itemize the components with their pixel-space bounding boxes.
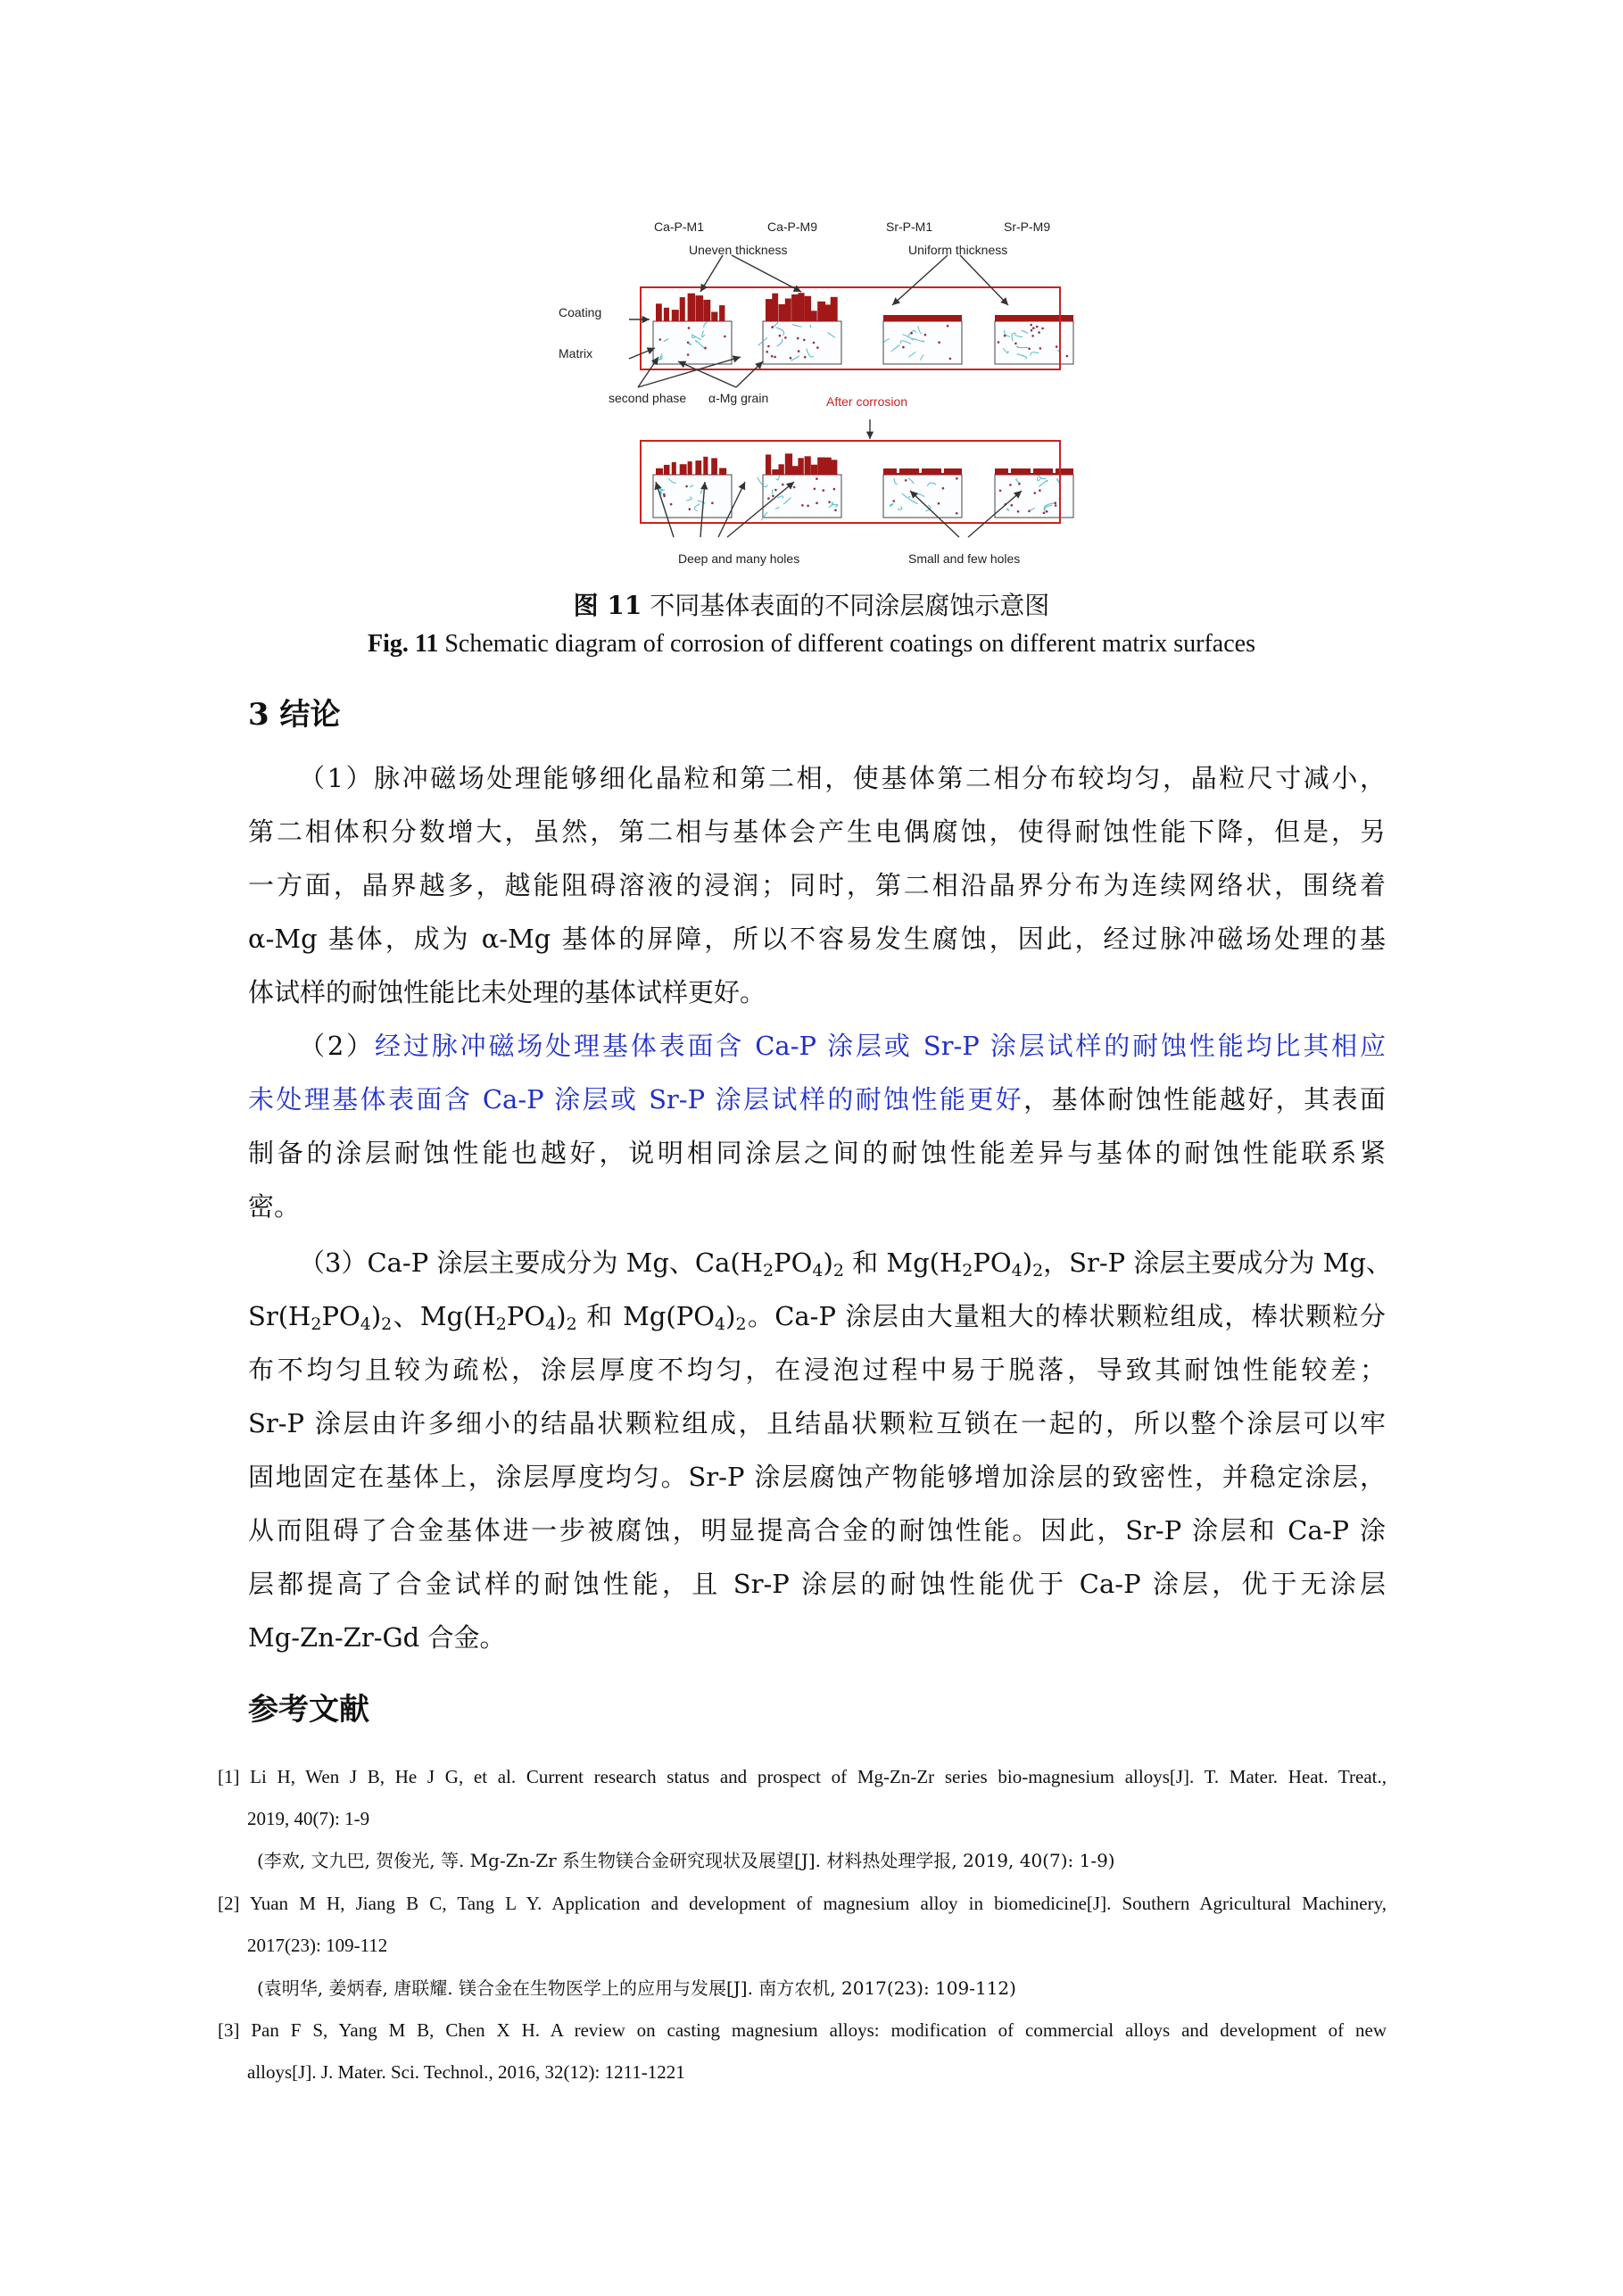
small-hole [1053, 468, 1056, 473]
p3-l1-c: ) [823, 1247, 833, 1278]
figure-caption-cn [0, 586, 1623, 622]
p3-l1-b: PO [774, 1247, 813, 1278]
reference-3-line-1: [3] Pan F S, Yang M B, Chen X H. A review on casting magnesium alloys: modification of commercial alloys and development of new [218, 2019, 1387, 2041]
p3-line-1 [299, 1245, 1392, 1281]
second-phase-particle [1017, 510, 1020, 513]
second-phase-particle [905, 479, 907, 482]
p3-l2-g: 和 Mg(PO [576, 1301, 716, 1331]
p2-line-2-highlight: 未处理基体表面含 Ca-P 涂层或 Sr-P 涂层试样的耐蚀性能更好 [248, 1084, 1024, 1115]
rod-particle-coating [672, 310, 679, 321]
second-phase-particle [924, 334, 927, 336]
second-phase-particle [687, 353, 690, 356]
second-phase-particle [938, 341, 940, 344]
second-phase-particle [659, 338, 662, 341]
second-phase-particle [892, 500, 895, 502]
rod-particle-coating [695, 460, 701, 475]
rod-particle-coating [766, 454, 771, 475]
p3-l2-f: ) [556, 1301, 567, 1331]
reference-1-line-1: [1] Li H, Wen J B, He J G, et al. Current research status and prospect of Mg-Zn-Zr series bio-magnesium alloys[J]. T. Mater. Heat. Treat., [218, 1766, 1387, 1787]
second-phase-particle [784, 336, 787, 339]
second-phase-particle [1018, 483, 1021, 485]
reference-2-line-1: [2] Yuan M H, Jiang B C, Tang L Y. Application and development of magnesium alloy in biomedicine[J]. Southern Agricultural Machinery, [218, 1893, 1387, 1914]
second-phase-particle [1066, 355, 1069, 358]
p3-l2-sub: 4 [715, 1314, 726, 1334]
second-phase-particle [813, 342, 816, 344]
second-phase-particle [1038, 331, 1040, 334]
p3-l2-h: ) [725, 1301, 736, 1331]
p2-line-3: 制备的涂层耐蚀性能也越好，说明相同涂层之间的耐蚀性能差异与基体的耐蚀性能联系紧 [248, 1138, 1386, 1168]
second-phase-particle [1004, 335, 1006, 337]
p3-l1-sub: 2 [962, 1261, 973, 1281]
label-after-corrosion: After corrosion [826, 394, 908, 409]
second-phase-particle [1028, 510, 1031, 513]
rod-particle-coating [719, 305, 725, 321]
rod-particle-coating [817, 458, 824, 476]
second-phase-particle [704, 347, 707, 350]
p3-line-7: 层都提高了合金试样的耐蚀性能，且 Sr-P 涂层的耐蚀性能优于 Ca-P 涂层，优于无涂层 [248, 1569, 1386, 1599]
second-phase-particle [1009, 484, 1012, 486]
p3-l2-i: 。Ca-P 涂层由大量粗大的棒状颗粒组成，棒状颗粒分 [746, 1301, 1386, 1331]
p3-l1-f: ) [1022, 1247, 1033, 1278]
second-phase-particle [1031, 329, 1033, 332]
second-phase-particle [687, 342, 690, 344]
p2-line-1 [299, 1028, 1386, 1064]
second-phase-particle [774, 356, 776, 359]
p3-l2-sub: 2 [311, 1314, 322, 1334]
p2-line-1-prefix: （2） [299, 1031, 376, 1061]
second-phase-particle [823, 489, 825, 492]
label-coating: Coating [559, 305, 602, 319]
rod-particle-coating [824, 304, 832, 321]
rod-particle-coating [664, 465, 670, 475]
rod-particle-coating [656, 303, 662, 321]
second-phase-particle [1014, 343, 1017, 345]
figure-corrosion-schematic [535, 205, 1097, 580]
rod-particle-coating [805, 296, 812, 321]
crystalline-coating [995, 468, 1073, 475]
matrix-block [653, 321, 732, 364]
p3-l2-a: Sr(H [248, 1301, 311, 1331]
second-phase-particle [1039, 489, 1041, 492]
p3-l1-e: PO [973, 1247, 1012, 1278]
second-phase-particle [999, 490, 1002, 493]
rod-particle-coating [711, 458, 717, 475]
p3-l2-sub: 2 [566, 1314, 577, 1334]
second-phase-particle [771, 355, 774, 358]
p3-line-6: 从而阻碍了合金基体进一步被腐蚀，明显提高合金的耐蚀性能。因此，Sr-P 涂层和 Ca-P 涂 [248, 1515, 1386, 1546]
second-phase-particle [816, 501, 818, 504]
caption-en-number: Fig. 11 [368, 630, 439, 658]
rod-particle-coating [798, 458, 803, 475]
label-deep-many-holes: Deep and many holes [678, 551, 800, 566]
rod-particle-coating [672, 462, 676, 475]
second-phase-particle [834, 509, 837, 511]
second-phase-particle [814, 488, 816, 491]
second-phase-particle [1011, 504, 1014, 507]
p3-l1-sub: 2 [832, 1261, 844, 1281]
small-hole [1031, 468, 1033, 473]
second-phase-particle [1030, 324, 1032, 327]
second-phase-particle [998, 341, 1000, 344]
rod-particle-coating [805, 456, 811, 475]
p3-l2-c: ) [370, 1301, 382, 1331]
second-phase-particle [1028, 348, 1031, 351]
reference-1-translation: (李欢, 文九巴, 贺俊光, 等. Mg-Zn-Zr 系生物镁合金研究现状及展望[J]. 材料热处理学报, 2019, 40(7): 1-9) [257, 1850, 1115, 1871]
rod-particle-coating [824, 458, 832, 475]
second-phase-particle [779, 335, 782, 337]
label-ca-p-m9: Ca-P-M9 [767, 220, 818, 234]
label-small-few-holes: Small and few holes [908, 551, 1021, 566]
second-phase-particle [1036, 326, 1039, 328]
p3-l2-sub: 2 [495, 1314, 507, 1334]
second-phase-particle [767, 497, 770, 500]
rod-particle-coating [831, 297, 838, 321]
p3-l1-g: ，Sr-P 涂层主要成分为 Mg、 [1043, 1247, 1392, 1278]
matrix-block [883, 475, 962, 518]
p3-l2-sub: 4 [545, 1314, 557, 1334]
second-phase-particle [947, 325, 949, 327]
crystalline-coating [883, 315, 962, 321]
label-sr-p-m1: Sr-P-M1 [886, 220, 933, 234]
p3-l1-sub: 2 [1032, 1261, 1044, 1281]
label-ca-p-m1: Ca-P-M1 [654, 220, 705, 234]
p3-line-3: 布不均匀且较为疏松，涂层厚度不均匀，在浸泡过程中易于脱落，导致其耐蚀性能较差； [248, 1355, 1386, 1385]
small-hole [1008, 468, 1011, 473]
small-hole [897, 468, 899, 473]
second-phase-particle [689, 508, 691, 510]
second-phase-particle [956, 512, 958, 515]
second-phase-particle [807, 505, 809, 508]
p3-l1-a: （3）Ca-P 涂层主要成分为 Mg、Ca(H [299, 1247, 764, 1278]
second-phase-particle [828, 501, 831, 503]
p3-l1-sub: 4 [812, 1261, 824, 1281]
p3-l1-d: 和 Mg(H [843, 1247, 963, 1278]
p3-l2-sub: 2 [735, 1314, 747, 1334]
second-phase-particle [782, 484, 784, 486]
p1-line-3: 一方面，晶界越多，越能阻碍溶液的浸润；同时，第二相沿晶界分布为连续网络状，围绕着 [248, 870, 1386, 900]
second-phase-particle [798, 350, 800, 352]
rod-particle-coating [811, 311, 817, 321]
section-heading-references: 参考文献 [248, 1692, 369, 1728]
p1-line-2: 第二相体积分数增大，虽然，第二相与基体会产生电偶腐蚀，使得耐蚀性能下降，但是，另 [248, 816, 1386, 847]
p3-l1-sub: 2 [763, 1261, 774, 1281]
section-heading-conclusion: 3 结论 [248, 697, 341, 733]
matrix-block [763, 475, 841, 518]
caption-cn-number: 图 11 [573, 591, 642, 620]
second-phase-particle [724, 336, 726, 338]
p3-line-8: Mg-Zn-Zr-Gd 合金。 [248, 1622, 506, 1653]
rod-particle-coating [703, 457, 708, 475]
second-phase-particle [902, 346, 905, 349]
p2-line-2 [248, 1082, 1386, 1117]
rod-particle-coating [695, 295, 703, 321]
p3-line-4: Sr-P 涂层由许多细小的结晶状颗粒组成，且结晶状颗粒互锁在一起的，所以整个涂层可以牢 [248, 1408, 1386, 1438]
second-phase-particle [1032, 327, 1035, 329]
second-phase-particle [772, 495, 774, 498]
p3-line-2 [248, 1298, 1386, 1334]
rod-particle-coating [680, 464, 687, 475]
crystalline-coating [883, 468, 962, 475]
p2-line-4: 密。 [248, 1191, 301, 1222]
p3-l2-sub: 2 [381, 1314, 393, 1334]
second-phase-particle [1034, 492, 1037, 494]
label-matrix: Matrix [559, 346, 593, 361]
reference-2-line-2: 2017(23): 109-112 [247, 1935, 388, 1956]
rod-particle-coating [719, 468, 726, 476]
second-phase-particle [793, 486, 796, 489]
small-hole [941, 468, 944, 473]
label-alpha-mg-grain: α-Mg grain [708, 391, 769, 405]
p2-line-1-highlight: 经过脉冲磁场处理基体表面含 Ca-P 涂层或 Sr-P 涂层试样的耐蚀性能均比其相应 [375, 1031, 1386, 1061]
crystalline-coating [995, 315, 1073, 321]
caption-en-text: Schematic diagram of corrosion of different coatings on different matrix surfaces [444, 630, 1255, 658]
second-phase-particle [801, 504, 804, 507]
second-phase-particle [685, 485, 688, 488]
second-phase-particle [833, 488, 836, 491]
second-phase-particle [670, 503, 673, 506]
second-phase-particle [1043, 511, 1046, 514]
rod-particle-coating [680, 297, 685, 321]
reference-1-line-2: 2019, 40(7): 1-9 [247, 1808, 370, 1829]
second-phase-particle [771, 326, 774, 328]
second-phase-particle [1056, 345, 1058, 348]
second-phase-particle [956, 477, 958, 480]
second-phase-particle [774, 489, 777, 492]
p3-l1-sub: 4 [1011, 1261, 1023, 1281]
label-second-phase: second phase [609, 391, 687, 405]
label-uneven-thickness: Uneven thickness [689, 243, 788, 257]
p1-line-1: （1）脉冲磁场处理能够细化晶粒和第二相，使基体第二相分布较均匀，晶粒尺寸减小， [299, 763, 1386, 793]
second-phase-particle [816, 346, 819, 349]
rod-particle-coating [711, 312, 717, 322]
rod-particle-coating [779, 304, 787, 321]
second-phase-particle [949, 358, 952, 361]
second-phase-particle [1041, 327, 1044, 330]
rod-particle-coating [811, 465, 817, 475]
second-phase-particle [663, 493, 666, 496]
second-phase-particle [790, 357, 792, 360]
p2-line-2-rest: ，基体耐蚀性能越好，其表面 [1023, 1084, 1386, 1115]
p3-l2-e: PO [506, 1301, 546, 1331]
rod-particle-coating [791, 466, 799, 475]
small-hole [919, 468, 922, 473]
rod-particle-coating [785, 453, 792, 475]
label-sr-p-m9: Sr-P-M9 [1004, 220, 1051, 234]
rod-particle-coating [656, 468, 663, 475]
matrix-block [995, 475, 1073, 518]
rod-particle-coating [664, 308, 669, 321]
rod-particle-coating [688, 461, 692, 475]
second-phase-particle [1055, 504, 1057, 507]
rod-particle-coating [688, 294, 695, 321]
p3-l2-d: 、Mg(H [392, 1301, 496, 1331]
second-phase-particle [1054, 501, 1056, 504]
reference-3-line-2: alloys[J]. J. Mater. Sci. Technol., 2016, 32(12): 1211-1221 [247, 2061, 685, 2083]
second-phase-particle [816, 477, 818, 480]
second-phase-particle [1039, 347, 1042, 350]
second-phase-particle [803, 339, 806, 342]
second-phase-particle [766, 351, 768, 353]
second-phase-particle [938, 502, 940, 505]
reference-2-translation: (袁明华, 姜炳春, 唐联耀. 镁合金在生物医学上的应用与发展[J]. 南方农机, 2017(23): 109-112) [257, 1977, 1016, 1999]
rod-particle-coating [798, 293, 804, 321]
rod-particle-coating [831, 460, 838, 475]
rod-particle-coating [772, 294, 778, 321]
rod-particle-coating [791, 294, 799, 321]
second-phase-particle [910, 332, 913, 335]
figure-caption-en [0, 630, 1623, 659]
p3-l2-sub: 4 [360, 1314, 371, 1334]
second-phase-particle [1046, 510, 1048, 513]
rod-particle-coating [779, 464, 784, 475]
p1-line-5: 体试样的耐蚀性能比未处理的基体试样更好。 [248, 977, 766, 1007]
p1-line-4: α-Mg 基体，成为 α-Mg 基体的屏障，所以不容易发生腐蚀，因此，经过脉冲磁场处理的基 [248, 924, 1386, 954]
p3-l2-b: PO [321, 1301, 360, 1331]
label-uniform-thickness: Uniform thickness [908, 243, 1008, 257]
second-phase-particle [1031, 335, 1034, 337]
rod-particle-coating [703, 300, 710, 321]
second-phase-particle [767, 345, 770, 348]
second-phase-particle [797, 337, 799, 340]
second-phase-particle [688, 327, 691, 329]
second-phase-particle [942, 487, 945, 490]
caption-cn-text: 不同基体表面的不同涂层腐蚀示意图 [650, 591, 1050, 620]
second-phase-particle [804, 356, 807, 359]
rod-particle-coating [785, 299, 791, 322]
p3-line-5: 固地固定在基体上，涂层厚度均匀。Sr-P 涂层腐蚀产物能够增加涂层的致密性，并稳定涂层， [248, 1462, 1386, 1492]
second-phase-particle [711, 501, 714, 504]
